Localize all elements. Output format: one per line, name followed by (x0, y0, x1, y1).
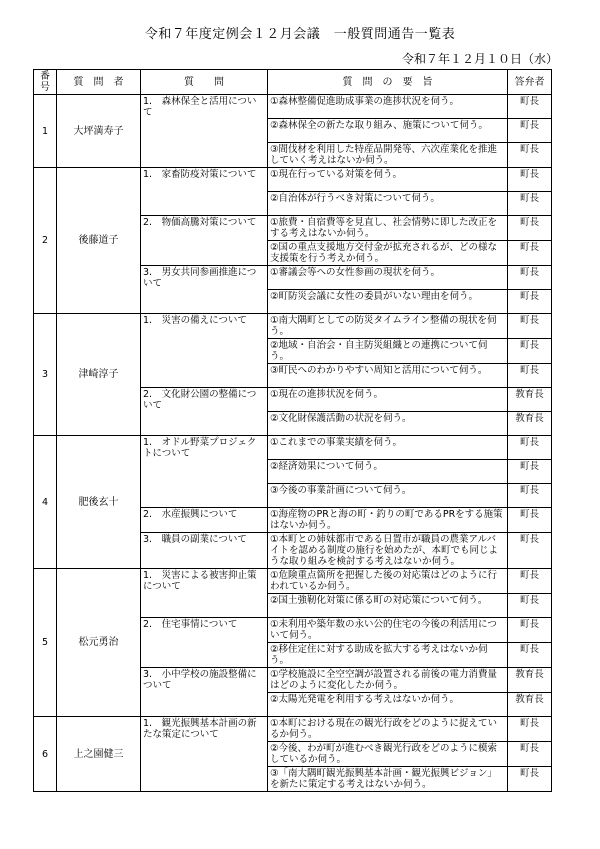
table-header-row (34, 70, 552, 95)
question-summary: ②文化財保護活動の状況を伺う。 (268, 412, 508, 436)
question-subject: 2. 水産振興について (141, 508, 268, 533)
question-summary: ①現在の進捗状況を伺う。 (268, 388, 508, 412)
questioner-name: 肥後玄十 (57, 436, 141, 569)
table-row (34, 314, 552, 339)
question-summary: ③「南大隅町観光振興基本計画・観光振興ビジョン」を新たに策定する考えはないか伺う。 (268, 767, 508, 792)
responder: 町長 (508, 290, 552, 314)
question-subject: 3. 男女共同参画推進について (141, 266, 268, 314)
question-summary: ②地域・自治会・自主防災組織との連携について伺う。 (268, 339, 508, 364)
question-table (33, 69, 552, 792)
question-subject: 3. 小中学校の施設整備について (141, 668, 268, 717)
table-row (34, 569, 552, 594)
questioner-number: 3 (34, 314, 57, 436)
document-date: 令和７年１２月１０日（水） (401, 52, 558, 66)
table-row (34, 717, 552, 742)
responder: 町長 (508, 643, 552, 668)
responder: 町長 (508, 484, 552, 508)
responder: 町長 (508, 594, 552, 618)
question-summary: ②町防災会議に女性の委員がいない理由を伺う。 (268, 290, 508, 314)
question-summary: ②経済効果について伺う。 (268, 460, 508, 484)
responder: 教育長 (508, 388, 552, 412)
questioner-number: 6 (34, 717, 57, 792)
responder: 町長 (508, 460, 552, 484)
responder: 町長 (508, 314, 552, 339)
question-subject: 1. 家畜防疫対策について (141, 168, 268, 216)
responder: 町長 (508, 216, 552, 241)
question-summary: ②太陽光発電を利用する考えはないか伺う。 (268, 693, 508, 717)
question-summary: ②国の重点支援地方交付金が拡充されるが、どの様な支援策を行う考えか伺う。 (268, 241, 508, 266)
responder: 教育長 (508, 668, 552, 693)
questioner-name: 松元勇治 (57, 569, 141, 717)
question-subject: 2. 住宅事情について (141, 618, 268, 668)
question-summary: ①現在行っている対策を伺う。 (268, 168, 508, 192)
question-summary: ①海産物のPRと海の町・釣りの町であるPRをする施策はないか伺う。 (268, 508, 508, 533)
questioner-number: 5 (34, 569, 57, 717)
responder: 町長 (508, 339, 552, 364)
question-summary: ②国土強靭化対策に係る町の対応策について伺う。 (268, 594, 508, 618)
responder: 町長 (508, 241, 552, 266)
document-title: 令和７年度定例会１２月会議 一般質問通告一覧表 (144, 27, 456, 42)
question-summary: ①本町における現在の観光行政をどのように捉えているか伺う。 (268, 717, 508, 742)
question-summary: ②森林保全の新たな取り組み、施策について伺う。 (268, 119, 508, 143)
question-summary: ①旅費・自宿費等を見直し、社会情勢に即した改正をする考えはないか伺う。 (268, 216, 508, 241)
responder: 町長 (508, 192, 552, 216)
question-subject: 1. 森林保全と活用について (141, 95, 268, 168)
responder: 町長 (508, 618, 552, 643)
questioner-name: 後藤道子 (57, 168, 141, 314)
question-summary: ③町民へのわかりやすい周知と活用について伺う。 (268, 364, 508, 388)
question-summary: ②自治体が行うべき対策について伺う。 (268, 192, 508, 216)
responder: 町長 (508, 266, 552, 290)
header-summary: 質 問 の 要 旨 (268, 70, 508, 95)
responder: 町長 (508, 767, 552, 792)
question-summary: ①審議会等への女性参画の現状を伺う。 (268, 266, 508, 290)
responder: 町長 (508, 119, 552, 143)
responder: 教育長 (508, 412, 552, 436)
table-row (34, 168, 552, 192)
responder: 町長 (508, 742, 552, 767)
responder: 町長 (508, 508, 552, 533)
responder: 町長 (508, 168, 552, 192)
question-summary: ③間伐材を利用した特産品開発等、六次産業化を推進していく考えはないか伺う。 (268, 143, 508, 168)
responder: 町長 (508, 143, 552, 168)
question-summary: ①危険重点箇所を把握した後の対応策はどのように行われているか伺う。 (268, 569, 508, 594)
question-summary: ①本町との姉妹都市である日置市が職員の農業アルバイトを認める制度の施行を始めたが、本町でも同じような取り組みを検討する考えはないか伺う。 (268, 533, 508, 569)
responder: 町長 (508, 436, 552, 460)
questioner-number: 2 (34, 168, 57, 314)
header-number: 番号 (34, 70, 57, 95)
question-subject: 1. 災害による被害抑止策について (141, 569, 268, 618)
table-row (34, 95, 552, 119)
question-summary: ①未利用や築年数の永い公的住宅の今後の利活用について伺う。 (268, 618, 508, 643)
responder: 町長 (508, 533, 552, 569)
questioner-name: 上之園健三 (57, 717, 141, 792)
question-subject: 2. 物価高騰対策について (141, 216, 268, 266)
question-summary: ②移住定住に対する助成を拡大する考えはないか伺う。 (268, 643, 508, 668)
questioner-number: 1 (34, 95, 57, 168)
question-subject: 1. オドル野菜プロジェクトについて (141, 436, 268, 508)
header-questioner: 質 問 者 (57, 70, 141, 95)
question-summary: ②今後、わが町が進むべき観光行政をどのように模索しているか伺う。 (268, 742, 508, 767)
question-subject: 1. 災害の備えについて (141, 314, 268, 388)
question-summary: ①学校施設に全空空調が設置される前後の電力消費量はどのように変化したか伺う。 (268, 668, 508, 693)
question-summary: ①これまでの事業実績を伺う。 (268, 436, 508, 460)
questioner-name: 津崎淳子 (57, 314, 141, 436)
header-question: 質 問 (141, 70, 268, 95)
question-summary: ①森林整備促進助成事業の進捗状況を伺う。 (268, 95, 508, 119)
questioner-name: 大坪満寿子 (57, 95, 141, 168)
question-subject: 2. 文化財公園の整備について (141, 388, 268, 436)
question-summary: ①南大隅町としての防災タイムライン整備の現状を伺う。 (268, 314, 508, 339)
responder: 町長 (508, 569, 552, 594)
responder: 町長 (508, 95, 552, 119)
question-subject: 3. 職員の副業について (141, 533, 268, 569)
responder: 教育長 (508, 693, 552, 717)
table-body (34, 95, 552, 792)
question-summary: ③今後の事業計画について伺う。 (268, 484, 508, 508)
table-row (34, 436, 552, 460)
responder: 町長 (508, 717, 552, 742)
header-responder: 答弁者 (508, 70, 552, 95)
questioner-number: 4 (34, 436, 57, 569)
responder: 町長 (508, 364, 552, 388)
question-subject: 1. 観光振興基本計画の新たな策定について (141, 717, 268, 792)
